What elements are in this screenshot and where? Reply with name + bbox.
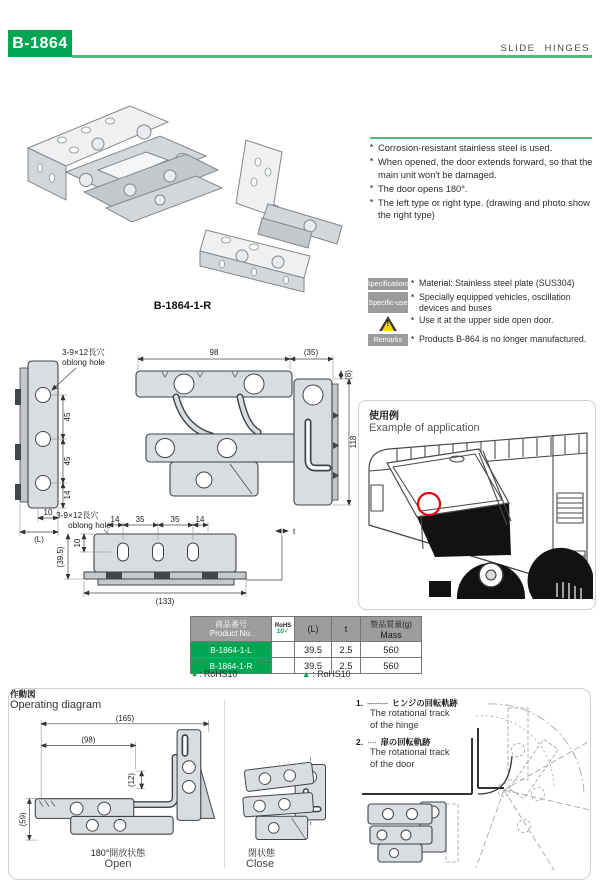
bullet-icon xyxy=(370,197,378,222)
triangle-icon: ▲ xyxy=(302,669,311,679)
svg-text:10: 10 xyxy=(73,538,82,548)
open-caption-en: Open xyxy=(104,858,132,870)
note-hinge: 1. —··— ヒンジの回転軌跡 xyxy=(356,698,458,708)
mass-value: 560 xyxy=(361,658,422,674)
oblong-label-jp: 3-9×12長穴 xyxy=(56,510,99,520)
length-value: 39.5 xyxy=(295,642,332,658)
svg-text:35: 35 xyxy=(170,515,180,524)
product-no: B-1864-1-R xyxy=(191,658,272,674)
svg-text:14: 14 xyxy=(195,515,205,524)
bullet-icon xyxy=(411,315,419,332)
svg-text:98: 98 xyxy=(209,348,219,357)
feature-list xyxy=(370,142,595,224)
note-door: 2. ···· 扉の回転軌跡 xyxy=(356,736,431,747)
operating-title-en: Operating diagram xyxy=(10,699,102,712)
bullet-icon xyxy=(411,292,419,313)
svg-text:(165): (165) xyxy=(115,713,135,723)
hinge-closed-photo xyxy=(28,106,222,222)
rohs-cell xyxy=(272,642,295,658)
oblong-label-jp: 3-9×12長穴 xyxy=(62,347,105,357)
thickness-value: 2.5 xyxy=(332,658,361,674)
operating-divider xyxy=(224,700,225,868)
svg-text:14: 14 xyxy=(110,515,120,524)
table-header-row xyxy=(191,617,422,642)
product-code-badge xyxy=(8,30,72,57)
product-photo xyxy=(10,88,355,298)
open-state-diagram xyxy=(18,712,218,844)
application-title-en: Example of application xyxy=(369,422,480,434)
spec-value: Material: Stainless steel plate (SUS304) xyxy=(419,278,575,288)
svg-text:(35): (35) xyxy=(303,348,319,357)
svg-text:(39.5): (39.5) xyxy=(56,546,65,568)
category-title: SLIDE HINGES xyxy=(500,43,590,54)
svg-text:14: 14 xyxy=(63,490,72,500)
svg-text:(L): (L) xyxy=(34,535,44,544)
col-length: (L) xyxy=(295,617,332,642)
spec-label: Specific-use xyxy=(368,292,408,313)
closed-state-diagram xyxy=(238,752,338,852)
bullet-icon xyxy=(370,183,378,195)
rohs-legend-triangle: ▲ : RoHS10 xyxy=(302,669,351,679)
rohs-cell xyxy=(272,658,295,674)
operating-title-jp: 作動図 xyxy=(10,689,36,699)
col-product-no: 商品番号 Product No. xyxy=(191,617,272,642)
svg-text:118: 118 xyxy=(349,435,358,449)
bottom-view xyxy=(56,510,296,606)
open-caption-jp: 180°開放状態 xyxy=(90,848,146,858)
application-box xyxy=(358,400,596,610)
operating-title xyxy=(10,690,107,712)
mud-flap xyxy=(429,581,451,597)
spec-table xyxy=(365,278,596,348)
spec-value: Products B-864 is no longer manufactured. xyxy=(419,334,587,345)
close-caption-en: Close xyxy=(246,858,275,870)
thickness-value: 2.5 xyxy=(332,642,361,658)
spec-value: Use it at the upper side open door. xyxy=(419,315,554,326)
svg-text:(8): (8) xyxy=(344,370,353,380)
oblong-label-en: oblong hole xyxy=(68,520,111,530)
spec-row-specifications xyxy=(365,278,596,290)
track-notes: 1. —··— ヒンジの回転軌跡 The rotational track of the hinge 2. ···· 扉の回転軌跡 The rotational track of the door xyxy=(356,698,516,770)
product-table xyxy=(190,616,422,674)
feature-item: * The left type or right type. (drawing and photo show the right type) xyxy=(370,197,595,222)
product-code: B-1864 xyxy=(12,34,68,52)
feature-item: * The door opens 180°. xyxy=(370,183,595,195)
length-value: 39.5 xyxy=(295,658,332,674)
col-rohs: RoHS 10✓ xyxy=(272,617,295,642)
svg-text:t: t xyxy=(293,527,296,536)
application-title-jp: 使用例 xyxy=(369,411,399,422)
col-mass: 製品質量(g) Mass xyxy=(361,617,422,642)
spec-value: Specially equipped vehicles, oscillation devices and buses xyxy=(419,292,571,313)
bullet-icon xyxy=(411,278,419,290)
dash-dot-line-icon: —··— xyxy=(367,698,388,708)
svg-text:(133): (133) xyxy=(155,597,175,606)
dot-icon: ● xyxy=(192,669,198,679)
svg-text:(98): (98) xyxy=(81,735,96,745)
svg-text:45: 45 xyxy=(63,412,72,422)
spec-row-warning xyxy=(368,315,596,332)
svg-text:(12): (12) xyxy=(126,772,136,787)
dotted-line-icon: ···· xyxy=(367,736,377,747)
application-title xyxy=(369,407,480,434)
spec-label: Remarks xyxy=(368,334,408,346)
feature-item: * Corrosion-resistant stainless steel is used. xyxy=(370,142,595,154)
rohs-legend-dot: ● : RoHS10 xyxy=(192,669,238,679)
close-caption-jp: 閉状態 xyxy=(248,848,276,858)
track-hinge-drawing xyxy=(368,802,458,862)
col-thickness: t xyxy=(332,617,361,642)
front-view xyxy=(136,348,358,505)
oblong-label-en: oblong hole xyxy=(62,357,105,367)
bullet-icon xyxy=(370,156,378,181)
bullet-icon xyxy=(370,142,378,154)
spec-row-remarks xyxy=(368,334,596,346)
technical-drawing xyxy=(0,344,360,612)
header-rule xyxy=(72,55,592,58)
warning-icon xyxy=(379,316,397,331)
svg-text:10: 10 xyxy=(43,508,53,517)
features-rule xyxy=(370,137,592,139)
feature-item: * When opened, the door extends forward, so that the main unit won't be damaged. xyxy=(370,156,595,181)
svg-text:45: 45 xyxy=(63,456,72,466)
svg-text:(59): (59) xyxy=(18,812,28,827)
photo-caption: B-1864-1-R xyxy=(153,300,212,312)
table-row xyxy=(191,642,422,658)
hinge-open-photo xyxy=(200,140,342,292)
product-no: B-1864-1-L xyxy=(191,642,272,658)
bullet-icon xyxy=(411,334,419,346)
svg-text:35: 35 xyxy=(135,515,145,524)
spec-label: Specifications xyxy=(365,279,411,289)
spec-row-specific-use xyxy=(368,292,596,313)
mass-value: 560 xyxy=(361,642,422,658)
